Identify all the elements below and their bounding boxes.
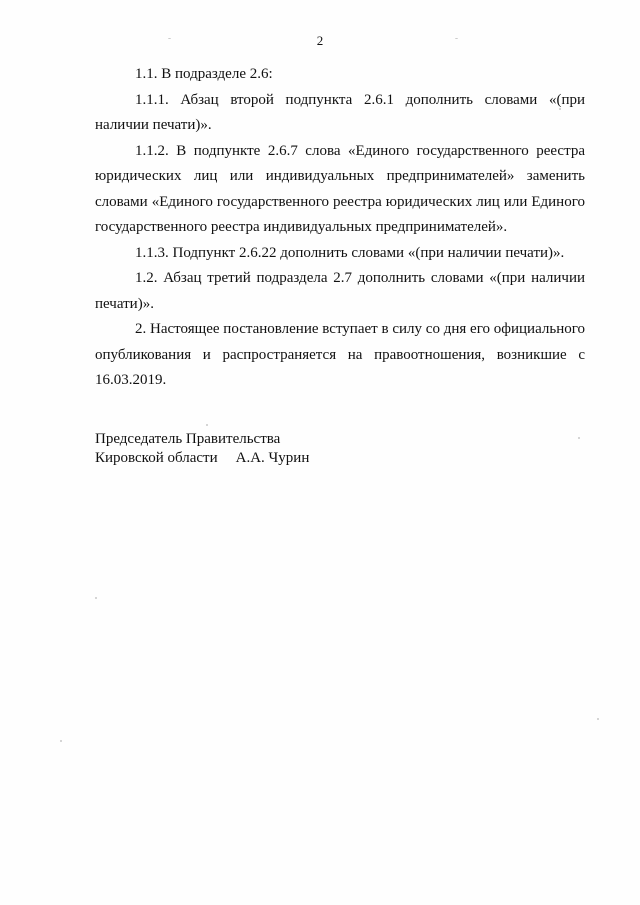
signature-title-line1: Председатель Правительства — [95, 431, 281, 447]
paragraph-1-2: 1.2. Абзац третий подраздела 2.7 дополнить словами «(при наличии печати)». — [95, 270, 585, 312]
signature-title-line2: Кировской области — [95, 450, 218, 466]
signatory-name: А.А. Чурин — [235, 450, 310, 466]
paragraph-1-1-2: 1.1.2. В подпункте 2.6.7 слова «Единого государственного реестра юридических лиц или индивидуальных предпринимателей» заменить словами «Единого государственного реестра юридических лиц или Единого государственного реестра индивидуальных предпринимателей». — [95, 142, 585, 235]
scan-speck — [597, 718, 599, 720]
signature-title-line2-row — [95, 449, 309, 468]
scan-speck — [60, 740, 62, 742]
signature-block — [95, 430, 309, 468]
document-body — [95, 62, 585, 394]
paragraph-2: 2. Настоящее постановление вступает в силу со дня его официального опубликования и распространяется на правоотношения, возникшие с 16.03.2019. — [95, 321, 585, 388]
page-number: 2 — [316, 33, 324, 48]
scan-speck — [206, 424, 208, 426]
paragraph-1-1-1: 1.1.1. Абзац второй подпункта 2.6.1 дополнить словами «(при наличии печати)». — [95, 91, 585, 133]
scan-speck — [455, 38, 458, 39]
scan-speck — [168, 38, 171, 39]
scan-speck — [578, 437, 580, 439]
paragraph-1-1-3: 1.1.3. Подпункт 2.6.22 дополнить словами «(при наличии печати)». — [135, 244, 565, 261]
scan-speck — [559, 108, 561, 110]
scan-speck — [95, 597, 97, 599]
paragraph-1-1: 1.1. В подразделе 2.6: — [135, 66, 273, 82]
